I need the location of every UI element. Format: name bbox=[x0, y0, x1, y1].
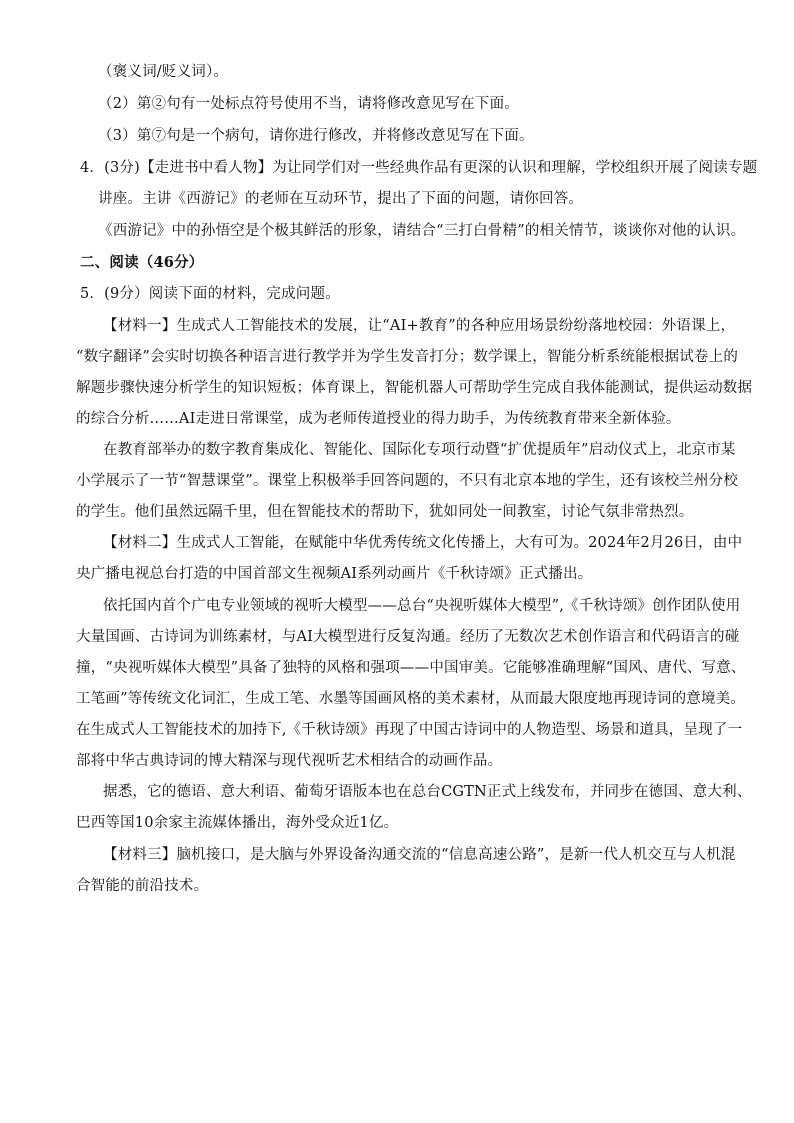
question-3-part-3: （3）第⑦句是一个病句，请你进行修改，并将修改意见写在下面。 bbox=[98, 128, 534, 144]
material-2-paragraph-3-line-1: 据悉，它的德语、意大利语、葡萄牙语版本也在总台CGTN正式上线发布，并同步在德国、意大利、 bbox=[103, 784, 752, 800]
material-2-paragraph-3-line-2: 巴西等国10余家主流媒体播出，海外受众近1亿。 bbox=[76, 815, 399, 831]
material-3-paragraph-line-2: 合智能的前沿技术。 bbox=[76, 878, 209, 894]
question-5-heading: 5．(9分）阅读下面的材料，完成问题。 bbox=[80, 286, 340, 302]
material-2-paragraph-2-line-4: 工笔画”等传统文化词汇，生成工笔、水墨等国画风格的美术素材，从而最大限度地再现诗词的意境美。 bbox=[76, 691, 746, 707]
material-3-paragraph-line-1: 【材料三】脑机接口，是大脑与外界设备沟通交流的“信息高速公路”，是新一代人机交互与人机混 bbox=[103, 847, 736, 863]
material-2-paragraph-2-line-5: 在生成式人工智能技术的加持下,《千秋诗颂》再现了中国古诗词中的人物造型、场景和道具，呈现了一 bbox=[76, 722, 743, 738]
question-4-continuation: 讲座。主讲《西游记》的老师在互动环节，提出了下面的问题，请你回答。 bbox=[98, 191, 584, 207]
material-1-paragraph-2-line-3: 的学生。他们虽然远隔千里，但在智能技术的帮助下，犹如同处一间教室，讨论气氛非常热烈。 bbox=[76, 504, 694, 520]
material-1-paragraph-1-line-4: 的综合分析……AI走进日常课堂，成为老师传道授业的得力助手，为传统教育带来全新体验。 bbox=[76, 411, 681, 427]
answer-option-text: （褒义词/贬义词）。 bbox=[98, 64, 229, 80]
material-1-paragraph-2-line-2: 小学展示了一节“智慧课堂”。课堂上积极举手回答问题的，不只有北京本地的学生，还有该校兰州分校 bbox=[76, 473, 739, 489]
question-4-prompt: 《西游记》中的孙悟空是个极其鲜活的形象，请结合“三打白骨精”的相关情节，谈谈你对他的认识。 bbox=[98, 223, 746, 239]
material-2-paragraph-1-line-2: 央广播电视总台打造的中国首部文生视频AI系列动画片《千秋诗颂》正式播出。 bbox=[76, 566, 593, 582]
question-4-heading: 4．(3分)【走进书中看人物】为让同学们对一些经典作品有更深的认识和理解，学校组织开展了阅读专题 bbox=[80, 160, 758, 176]
material-2-paragraph-2-line-1: 依托国内首个广电专业领域的视听大模型——总台“央视听媒体大模型”,《千秋诗颂》创作团队使用 bbox=[103, 598, 741, 614]
material-2-paragraph-1-line-1: 【材料二】生成式人工智能，在赋能中华优秀传统文化传播上，大有可为。2024年2月26日，由中 bbox=[103, 535, 743, 551]
material-1-paragraph-1-line-3: 解题步骤快速分析学生的知识短板；体育课上，智能机器人可帮助学生完成自我体能测试，提供运动数据 bbox=[76, 380, 753, 396]
question-3-part-2: （2）第②句有一处标点符号使用不当，请将修改意见写在下面。 bbox=[98, 96, 520, 112]
material-2-paragraph-2-line-3: 撞，“央视听媒体大模型”具备了独特的风格和强项——中国审美。它能够准确理解“国风、唐代、写意、 bbox=[76, 660, 746, 676]
material-1-paragraph-1-line-2: “数字翻译”会实时切换各种语言进行教学并为学生发音打分；数学课上，智能分析系统能根据试卷上的 bbox=[76, 349, 739, 365]
section-heading-reading: 二、阅读（46分） bbox=[80, 254, 204, 271]
material-2-paragraph-2-line-6: 部将中华古典诗词的博大精深与现代视听艺术相结合的动画作品。 bbox=[76, 753, 503, 769]
material-1-paragraph-1-line-1: 【材料一】生成式人工智能技术的发展，让“AI+教育”的各种应用场景纷纷落地校园：外语课上， bbox=[103, 318, 736, 334]
material-1-paragraph-2-line-1: 在教育部举办的数字教育集成化、智能化、国际化专项行动暨“扩优提质年”启动仪式上，北京市某 bbox=[103, 442, 736, 458]
material-2-paragraph-2-line-2: 大量国画、古诗词为训练素材，与AI大模型进行反复沟通。经历了无数次艺术创作语言和代码语言的碰 bbox=[76, 629, 740, 645]
